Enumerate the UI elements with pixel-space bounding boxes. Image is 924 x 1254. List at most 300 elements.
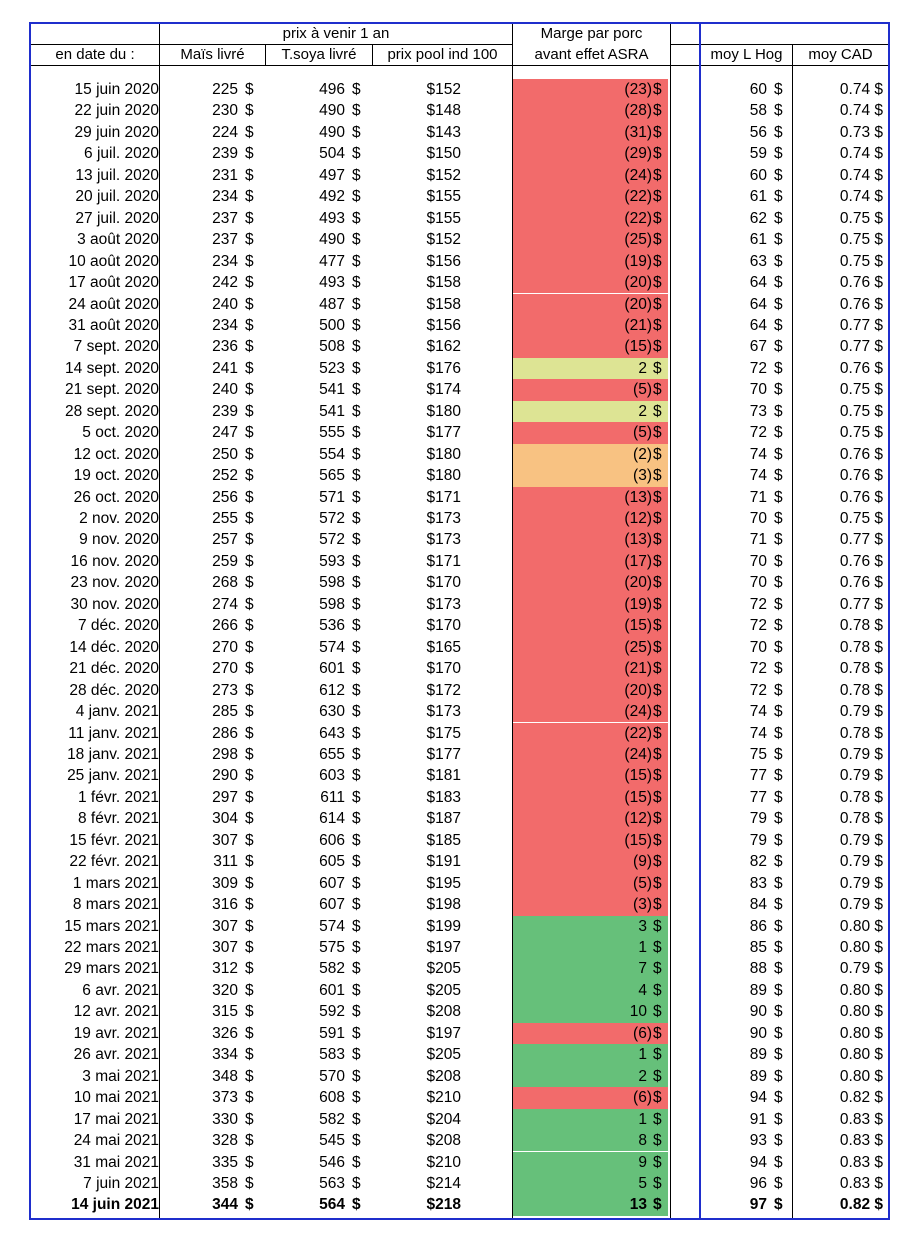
margin-currency: $ [653, 853, 662, 871]
soya-value: 523 [319, 359, 345, 377]
margin-value: (17) [624, 552, 652, 570]
cad-value: 0.77 $ [839, 531, 883, 549]
margin-currency: $ [653, 1110, 662, 1128]
hog-value: 90 [749, 1003, 767, 1021]
mais-currency: $ [245, 381, 254, 399]
mais-currency: $ [245, 209, 254, 227]
cad-value: 0.77 $ [839, 338, 883, 356]
date-cell: 26 oct. 2020 [73, 488, 159, 506]
table-row [31, 1066, 888, 1087]
cad-value: 0.79 $ [839, 874, 883, 892]
soya-value: 606 [319, 831, 345, 849]
hog-currency: $ [774, 1046, 783, 1064]
mais-currency: $ [245, 681, 254, 699]
mais-value: 316 [212, 896, 238, 914]
hog-value: 61 [749, 188, 767, 206]
soya-currency: $ [352, 1067, 361, 1085]
soya-value: 608 [319, 1089, 345, 1107]
margin-currency: $ [653, 1174, 662, 1192]
header-mais: Maïs livré [180, 46, 245, 63]
margin-currency: $ [653, 681, 662, 699]
soya-currency: $ [352, 531, 361, 549]
soya-currency: $ [352, 424, 361, 442]
soya-currency: $ [352, 510, 361, 527]
cad-value: 0.83 $ [839, 1110, 883, 1128]
soya-value: 536 [319, 617, 345, 635]
mais-value: 344 [212, 1196, 238, 1214]
date-cell: 26 avr. 2021 [73, 1046, 159, 1064]
mais-value: 225 [212, 81, 238, 98]
soya-currency: $ [352, 145, 361, 163]
pool-value: $173 [426, 510, 461, 527]
hog-value: 59 [749, 145, 767, 163]
mais-currency: $ [245, 617, 254, 635]
margin-currency: $ [653, 810, 662, 828]
soya-currency: $ [352, 595, 361, 613]
mais-currency: $ [245, 1132, 254, 1150]
hog-currency: $ [774, 745, 783, 763]
hog-value: 56 [749, 123, 767, 141]
hog-value: 58 [749, 102, 767, 120]
margin-value: 1 [638, 939, 647, 956]
mais-value: 285 [212, 703, 238, 721]
table-row [31, 487, 888, 508]
mais-value: 373 [212, 1089, 238, 1107]
hog-currency: $ [774, 552, 783, 570]
hog-currency: $ [774, 102, 783, 120]
mais-value: 256 [212, 488, 238, 506]
pool-value: $158 [426, 274, 461, 292]
date-cell: 19 avr. 2021 [73, 1024, 159, 1042]
cad-value: 0.78 $ [839, 788, 883, 806]
table-row [31, 787, 888, 808]
margin-currency: $ [653, 531, 662, 549]
soya-value: 612 [319, 681, 345, 699]
soya-value: 582 [319, 960, 345, 978]
hog-value: 91 [749, 1110, 767, 1128]
date-cell: 5 oct. 2020 [82, 424, 159, 442]
cad-value: 0.82 $ [839, 1089, 883, 1107]
date-cell: 24 mai 2021 [73, 1132, 159, 1150]
table-row [31, 1087, 888, 1108]
date-cell: 30 nov. 2020 [70, 595, 159, 613]
table-row [31, 315, 888, 336]
cad-value: 0.80 $ [839, 981, 883, 999]
cad-value: 0.74 $ [839, 166, 883, 184]
soya-value: 563 [319, 1174, 345, 1192]
soya-value: 497 [319, 166, 345, 184]
soya-currency: $ [352, 402, 361, 420]
pool-value: $152 [426, 81, 461, 98]
soya-value: 490 [319, 231, 345, 249]
soya-value: 487 [319, 295, 345, 313]
cad-value: 0.78 $ [839, 660, 883, 678]
mais-value: 309 [212, 874, 238, 892]
hog-currency: $ [774, 896, 783, 914]
margin-value: (15) [624, 788, 652, 806]
cad-value: 0.83 $ [839, 1132, 883, 1150]
margin-currency: $ [653, 188, 662, 206]
soya-currency: $ [352, 724, 361, 742]
mais-currency: $ [245, 467, 254, 485]
mais-currency: $ [245, 960, 254, 978]
margin-currency: $ [653, 896, 662, 914]
pool-value: $205 [426, 981, 461, 999]
hog-currency: $ [774, 531, 783, 549]
table-row [31, 379, 888, 400]
pool-value: $155 [426, 188, 461, 206]
table-row [31, 1152, 888, 1173]
soya-value: 598 [319, 595, 345, 613]
hog-currency: $ [774, 424, 783, 442]
hog-value: 77 [749, 767, 767, 785]
soya-value: 490 [319, 123, 345, 141]
hog-currency: $ [774, 574, 783, 592]
margin-value: (19) [624, 595, 652, 613]
mais-currency: $ [245, 831, 254, 849]
hog-value: 74 [749, 467, 767, 485]
margin-currency: $ [653, 467, 662, 485]
margin-currency: $ [653, 359, 662, 377]
date-cell: 12 oct. 2020 [73, 445, 159, 463]
pool-value: $180 [426, 467, 461, 485]
hog-value: 70 [749, 574, 767, 592]
mais-value: 273 [212, 681, 238, 699]
table-row [31, 229, 888, 250]
margin-currency: $ [653, 231, 662, 249]
mais-currency: $ [245, 102, 254, 120]
soya-value: 541 [319, 381, 345, 399]
hog-value: 70 [749, 552, 767, 570]
mais-value: 240 [212, 381, 238, 399]
mais-currency: $ [245, 488, 254, 506]
pool-value: $204 [426, 1110, 461, 1128]
margin-value: (12) [624, 810, 652, 828]
cad-value: 0.80 $ [839, 917, 883, 935]
hog-value: 79 [749, 810, 767, 828]
cad-value: 0.75 $ [839, 252, 883, 270]
pool-value: $155 [426, 209, 461, 227]
mais-currency: $ [245, 874, 254, 892]
pool-value: $170 [426, 660, 461, 678]
hog-value: 70 [749, 638, 767, 656]
soya-currency: $ [352, 274, 361, 292]
hog-currency: $ [774, 767, 783, 785]
mais-currency: $ [245, 767, 254, 785]
table-row [31, 723, 888, 744]
cad-value: 0.74 $ [839, 188, 883, 206]
mais-value: 240 [212, 295, 238, 313]
soya-currency: $ [352, 660, 361, 678]
soya-currency: $ [352, 939, 361, 956]
margin-value: 3 [638, 917, 647, 935]
margin-value: (31) [624, 123, 652, 141]
hog-value: 72 [749, 595, 767, 613]
table-row [31, 1173, 888, 1194]
pool-value: $195 [426, 874, 461, 892]
date-cell: 1 mars 2021 [72, 874, 159, 892]
soya-currency: $ [352, 831, 361, 849]
margin-value: (28) [624, 102, 652, 120]
soya-currency: $ [352, 81, 361, 98]
margin-value: 9 [638, 1153, 647, 1171]
margin-currency: $ [653, 1024, 662, 1042]
hog-currency: $ [774, 981, 783, 999]
date-cell: 6 juil. 2020 [84, 145, 159, 163]
pool-value: $176 [426, 359, 461, 377]
mais-currency: $ [245, 166, 254, 184]
table-row [31, 508, 888, 529]
mais-currency: $ [245, 595, 254, 613]
mais-value: 247 [212, 424, 238, 442]
cad-value: 0.80 $ [839, 1003, 883, 1021]
cad-value: 0.76 $ [839, 552, 883, 570]
hog-currency: $ [774, 638, 783, 656]
soya-value: 490 [319, 102, 345, 120]
cad-value: 0.75 $ [839, 231, 883, 249]
pool-value: $150 [426, 145, 461, 163]
margin-value: (5) [633, 874, 652, 892]
pool-value: $171 [426, 488, 461, 506]
cad-value: 0.79 $ [839, 703, 883, 721]
margin-value: (20) [624, 574, 652, 592]
cad-value: 0.79 $ [839, 896, 883, 914]
margin-value: (22) [624, 209, 652, 227]
date-cell: 7 sept. 2020 [73, 338, 159, 356]
hog-currency: $ [774, 1003, 783, 1021]
mais-value: 312 [212, 960, 238, 978]
hog-value: 74 [749, 724, 767, 742]
date-cell: 14 juin 2021 [71, 1196, 159, 1214]
date-cell: 18 janv. 2021 [67, 745, 159, 763]
pool-value: $173 [426, 703, 461, 721]
soya-value: 593 [319, 552, 345, 570]
mais-value: 274 [212, 595, 238, 613]
margin-currency: $ [653, 703, 662, 721]
margin-value: (20) [624, 295, 652, 313]
mais-value: 334 [212, 1046, 238, 1064]
mais-currency: $ [245, 1046, 254, 1064]
hog-value: 97 [749, 1196, 767, 1214]
margin-value: (25) [624, 231, 652, 249]
soya-currency: $ [352, 467, 361, 485]
hog-currency: $ [774, 595, 783, 613]
hog-value: 89 [749, 1046, 767, 1064]
hog-currency: $ [774, 1196, 783, 1214]
cad-value: 0.79 $ [839, 853, 883, 871]
pool-value: $187 [426, 810, 461, 828]
soya-value: 570 [319, 1067, 345, 1085]
soya-currency: $ [352, 1024, 361, 1042]
mais-currency: $ [245, 402, 254, 420]
soya-value: 575 [319, 939, 345, 956]
soya-currency: $ [352, 231, 361, 249]
hog-currency: $ [774, 338, 783, 356]
mais-value: 257 [212, 531, 238, 549]
hog-currency: $ [774, 831, 783, 849]
margin-currency: $ [653, 724, 662, 742]
soya-currency: $ [352, 874, 361, 892]
soya-value: 493 [319, 274, 345, 292]
hog-value: 89 [749, 1067, 767, 1085]
hog-currency: $ [774, 660, 783, 678]
table-row [31, 830, 888, 851]
mais-value: 268 [212, 574, 238, 592]
soya-currency: $ [352, 102, 361, 120]
margin-currency: $ [653, 81, 662, 98]
hog-value: 74 [749, 445, 767, 463]
table-row [31, 336, 888, 357]
pool-value: $191 [426, 853, 461, 871]
date-cell: 25 janv. 2021 [67, 767, 159, 785]
soya-value: 574 [319, 917, 345, 935]
table-row [31, 294, 888, 315]
cad-value: 0.74 $ [839, 81, 883, 98]
header-date: en date du : [55, 46, 135, 63]
pool-value: $158 [426, 295, 461, 313]
soya-currency: $ [352, 617, 361, 635]
mais-value: 358 [212, 1174, 238, 1192]
hog-value: 88 [749, 960, 767, 978]
mais-currency: $ [245, 1089, 254, 1107]
margin-value: (15) [624, 767, 652, 785]
soya-value: 601 [319, 660, 345, 678]
margin-currency: $ [653, 209, 662, 227]
soya-value: 601 [319, 981, 345, 999]
table-row [31, 637, 888, 658]
date-cell: 10 août 2020 [68, 252, 159, 270]
table-row [31, 594, 888, 615]
date-cell: 31 mai 2021 [73, 1153, 159, 1171]
pool-value: $152 [426, 231, 461, 249]
hog-value: 61 [749, 231, 767, 249]
table-row [31, 765, 888, 786]
table-row [31, 873, 888, 894]
hog-value: 89 [749, 981, 767, 999]
mais-value: 234 [212, 316, 238, 334]
hog-currency: $ [774, 960, 783, 978]
hog-value: 84 [749, 896, 767, 914]
pool-value: $173 [426, 595, 461, 613]
mais-value: 239 [212, 145, 238, 163]
margin-value: (13) [624, 488, 652, 506]
table-row [31, 958, 888, 979]
pool-value: $210 [426, 1089, 461, 1107]
cad-value: 0.79 $ [839, 960, 883, 978]
soya-value: 591 [319, 1024, 345, 1042]
hog-value: 72 [749, 617, 767, 635]
margin-value: (22) [624, 724, 652, 742]
mais-currency: $ [245, 638, 254, 656]
hog-value: 70 [749, 381, 767, 399]
pool-value: $210 [426, 1153, 461, 1171]
soya-currency: $ [352, 1110, 361, 1128]
hog-value: 73 [749, 402, 767, 420]
mais-value: 315 [212, 1003, 238, 1021]
cad-value: 0.76 $ [839, 488, 883, 506]
soya-value: 582 [319, 1110, 345, 1128]
soya-currency: $ [352, 681, 361, 699]
hog-currency: $ [774, 252, 783, 270]
date-cell: 31 août 2020 [68, 316, 159, 334]
hog-value: 96 [749, 1174, 767, 1192]
mais-currency: $ [245, 188, 254, 206]
mais-currency: $ [245, 123, 254, 141]
date-cell: 19 oct. 2020 [73, 467, 159, 485]
mais-currency: $ [245, 724, 254, 742]
soya-value: 598 [319, 574, 345, 592]
soya-currency: $ [352, 1046, 361, 1064]
date-cell: 11 janv. 2021 [68, 724, 159, 742]
date-cell: 14 déc. 2020 [69, 638, 159, 656]
margin-value: (12) [624, 510, 652, 527]
margin-currency: $ [653, 1067, 662, 1085]
margin-currency: $ [653, 123, 662, 141]
hog-currency: $ [774, 510, 783, 527]
mais-currency: $ [245, 810, 254, 828]
soya-currency: $ [352, 123, 361, 141]
date-cell: 7 juin 2021 [83, 1174, 159, 1192]
pool-value: $156 [426, 316, 461, 334]
soya-value: 607 [319, 874, 345, 892]
mais-value: 326 [212, 1024, 238, 1042]
mais-value: 237 [212, 231, 238, 249]
soya-currency: $ [352, 188, 361, 206]
date-cell: 29 mars 2021 [64, 960, 159, 978]
soya-value: 592 [319, 1003, 345, 1021]
hog-currency: $ [774, 1089, 783, 1107]
soya-value: 504 [319, 145, 345, 163]
soya-value: 603 [319, 767, 345, 785]
soya-value: 630 [319, 703, 345, 721]
date-cell: 23 nov. 2020 [70, 574, 159, 592]
soya-value: 493 [319, 209, 345, 227]
margin-currency: $ [653, 1089, 662, 1107]
soya-currency: $ [352, 359, 361, 377]
soya-value: 572 [319, 531, 345, 549]
hog-currency: $ [774, 724, 783, 742]
hog-value: 74 [749, 703, 767, 721]
hog-currency: $ [774, 617, 783, 635]
mais-currency: $ [245, 231, 254, 249]
margin-value: 4 [638, 981, 647, 999]
table-row [31, 1023, 888, 1044]
mais-currency: $ [245, 896, 254, 914]
margin-value: (22) [624, 188, 652, 206]
pool-value: $174 [426, 381, 461, 399]
cad-value: 0.76 $ [839, 359, 883, 377]
margin-value: (6) [633, 1024, 652, 1042]
pool-value: $197 [426, 1024, 461, 1042]
mais-value: 297 [212, 788, 238, 806]
cad-value: 0.75 $ [839, 424, 883, 442]
soya-currency: $ [352, 767, 361, 785]
pool-value: $180 [426, 445, 461, 463]
hog-value: 60 [749, 166, 767, 184]
mais-currency: $ [245, 510, 254, 527]
margin-value: (20) [624, 681, 652, 699]
margin-currency: $ [653, 981, 662, 999]
mais-value: 328 [212, 1132, 238, 1150]
cad-value: 0.83 $ [839, 1174, 883, 1192]
soya-value: 583 [319, 1046, 345, 1064]
hog-value: 94 [749, 1089, 767, 1107]
cad-value: 0.82 $ [839, 1196, 883, 1214]
mais-value: 231 [212, 166, 238, 184]
soya-currency: $ [352, 1196, 361, 1214]
soya-value: 571 [319, 488, 345, 506]
date-cell: 20 juil. 2020 [75, 188, 159, 206]
